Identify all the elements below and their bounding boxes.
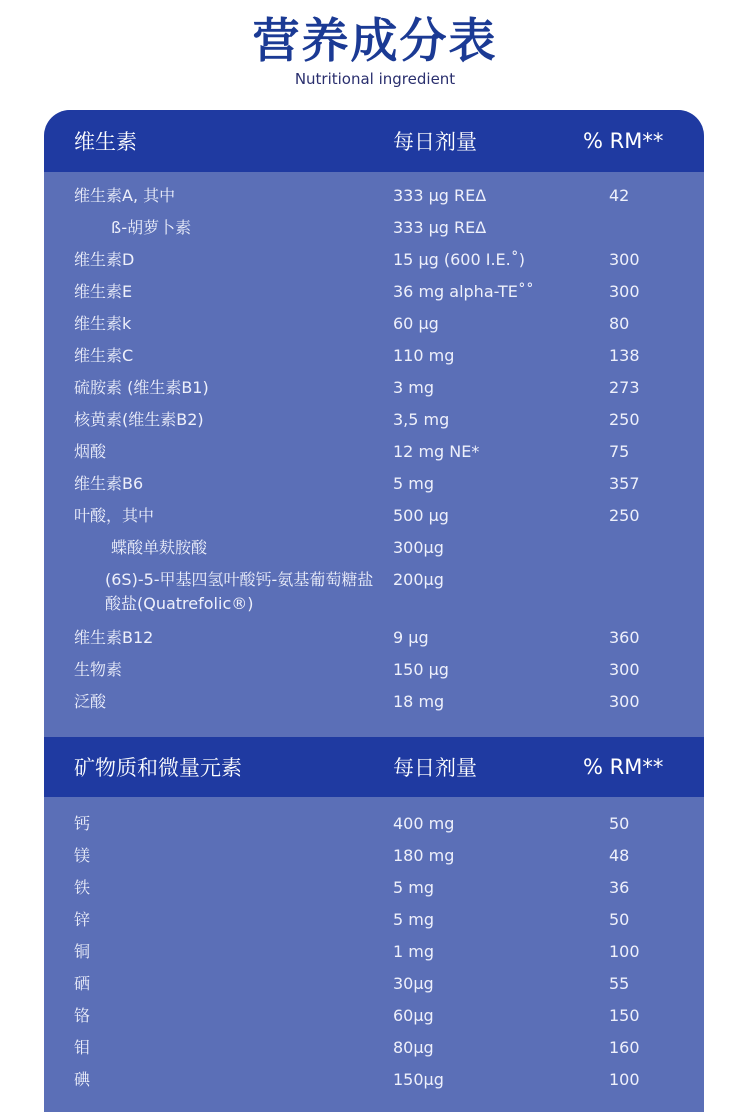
row-rm: 55 <box>609 974 630 993</box>
row-name: 维生素B6 <box>74 474 144 493</box>
page-title: 营养成分表 <box>252 14 498 69</box>
row-amount: 300μg <box>393 538 444 557</box>
vitamins-header <box>44 110 704 172</box>
row-rm: 100 <box>609 942 640 961</box>
row-amount: 3,5 mg <box>393 410 450 429</box>
vitamins-col-daily: 每日剂量 <box>393 130 477 154</box>
row-amount: 333 μg REΔ <box>393 218 487 237</box>
row-amount: 18 mg <box>393 692 445 711</box>
row-rm: 80 <box>609 314 630 333</box>
row-name: 碘 <box>74 1070 91 1089</box>
vitamins-col-rm: % RM** <box>583 129 664 153</box>
nutrition-table <box>44 110 704 1112</box>
row-rm: 300 <box>609 692 640 711</box>
row-name: 硫胺素 (维生素B1) <box>74 378 209 397</box>
row-amount: 180 mg <box>393 846 455 865</box>
row-rm: 50 <box>609 814 630 833</box>
row-amount: 200μg <box>393 570 444 589</box>
row-amount: 30μg <box>393 974 434 993</box>
row-rm: 100 <box>609 1070 640 1089</box>
row-amount: 60μg <box>393 1006 434 1025</box>
row-rm: 360 <box>609 628 640 647</box>
row-amount: 333 μg REΔ <box>393 186 487 205</box>
row-name: 叶酸，其中 <box>74 506 155 525</box>
row-name: 钙 <box>74 814 91 833</box>
row-name: 维生素C <box>74 346 134 365</box>
row-rm: 150 <box>609 1006 640 1025</box>
row-name: 生物素 <box>74 660 123 679</box>
row-amount: 110 mg <box>393 346 455 365</box>
row-amount: 9 μg <box>393 628 429 647</box>
row-rm: 42 <box>609 186 630 205</box>
row-amount: 80μg <box>393 1038 434 1057</box>
row-name: 维生素B12 <box>74 628 154 647</box>
row-rm: 300 <box>609 282 640 301</box>
row-name: 铁 <box>74 878 91 897</box>
row-amount: 150 μg <box>393 660 449 679</box>
row-name: 铜 <box>74 942 91 961</box>
row-name: 钼 <box>74 1038 91 1057</box>
row-rm: 273 <box>609 378 640 397</box>
row-amount: 5 mg <box>393 878 435 897</box>
row-name: 泛酸 <box>74 692 107 711</box>
row-amount: 5 mg <box>393 474 435 493</box>
row-name: 维生素D <box>74 250 135 269</box>
row-amount: 150μg <box>393 1070 444 1089</box>
row-name: 铬 <box>74 1006 91 1025</box>
row-rm: 36 <box>609 878 630 897</box>
row-name: 核黄素(维生素B2) <box>74 410 204 429</box>
row-name: 蝶酸单麸胺酸 <box>111 538 208 557</box>
row-name: 烟酸 <box>74 442 107 461</box>
minerals-header <box>44 737 704 797</box>
row-rm: 300 <box>609 250 640 269</box>
row-amount: 36 mg alpha-TE˚˚ <box>393 282 534 301</box>
row-name: 维生素E <box>74 282 133 301</box>
row-rm: 138 <box>609 346 640 365</box>
row-rm: 48 <box>609 846 630 865</box>
row-amount: 1 mg <box>393 942 435 961</box>
row-rm: 357 <box>609 474 640 493</box>
row-amount: 60 μg <box>393 314 439 333</box>
row-name: ß-胡萝卜素 <box>111 218 192 237</box>
minerals-col-daily: 每日剂量 <box>393 756 477 780</box>
row-amount: 400 mg <box>393 814 455 833</box>
row-name: 硒 <box>74 974 91 993</box>
row-name: 镁 <box>74 846 91 865</box>
row-rm: 250 <box>609 506 640 525</box>
row-rm: 50 <box>609 910 630 929</box>
row-amount: 5 mg <box>393 910 435 929</box>
row-name: (6S)-5-甲基四氢叶酸钙-氨基葡萄糖盐酸盐(Quatrefolic®) <box>105 570 374 613</box>
row-name: 锌 <box>74 910 91 929</box>
row-rm: 75 <box>609 442 630 461</box>
row-name: 维生素k <box>74 314 132 333</box>
row-name: 维生素A, 其中 <box>74 186 176 205</box>
vitamins-col-name: 维生素 <box>74 130 137 154</box>
row-amount: 12 mg NE* <box>393 442 480 461</box>
row-amount: 500 μg <box>393 506 449 525</box>
page-subtitle: Nutritional ingredient <box>294 70 456 88</box>
row-amount: 3 mg <box>393 378 435 397</box>
row-rm: 250 <box>609 410 640 429</box>
row-rm: 300 <box>609 660 640 679</box>
minerals-col-rm: % RM** <box>583 755 664 779</box>
row-amount: 15 μg (600 I.E.˚) <box>393 250 525 269</box>
row-rm: 160 <box>609 1038 640 1057</box>
minerals-col-name: 矿物质和微量元素 <box>74 756 242 780</box>
